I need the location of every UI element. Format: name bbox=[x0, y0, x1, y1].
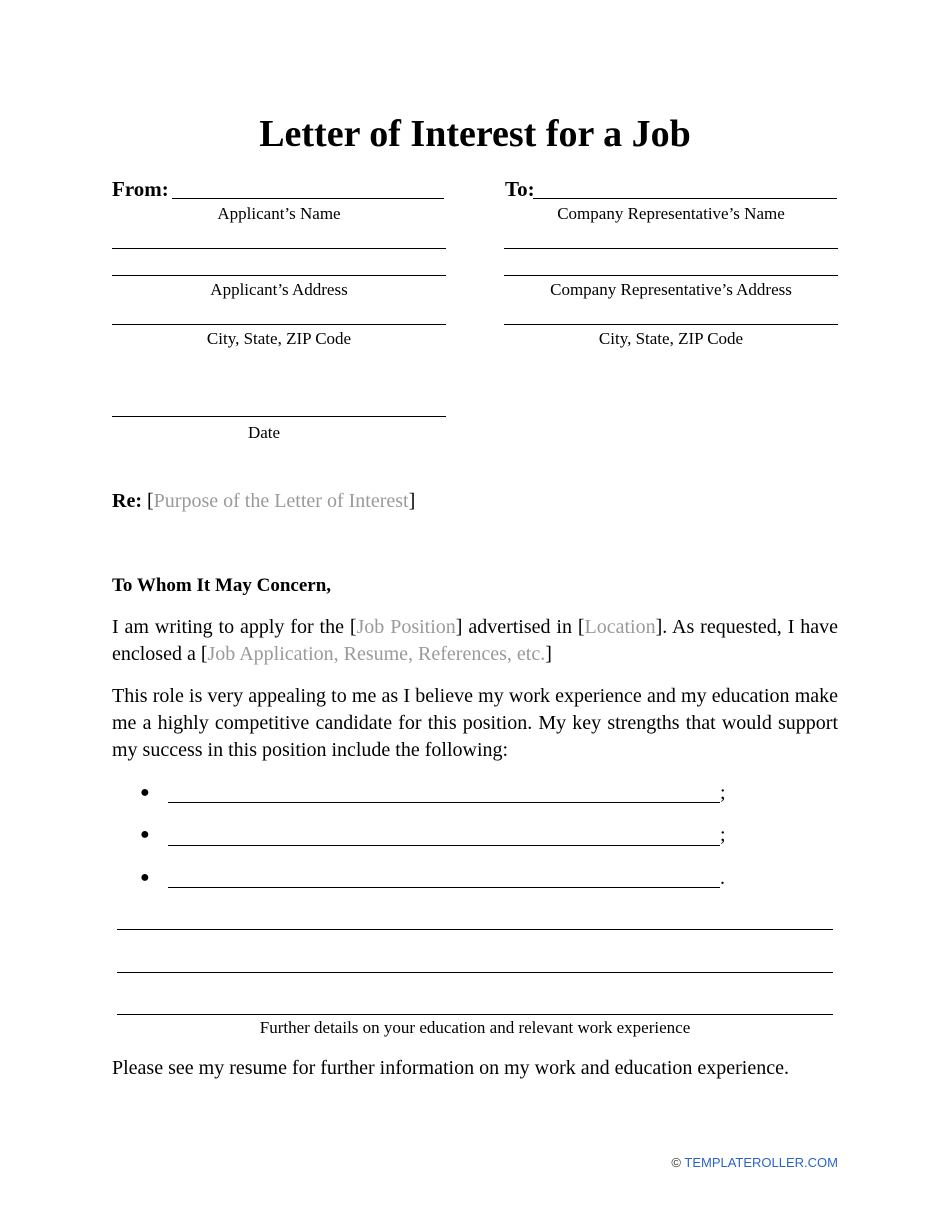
paragraph-strengths: This role is very appealing to me as I believe my work experience and my education make me a highly competitive candidate for this position. My key strengths that would support my success in this position include the following: bbox=[112, 685, 838, 761]
bullet-icon: ● bbox=[140, 869, 150, 886]
p1-text-2: ] advertised in [ bbox=[455, 616, 585, 638]
bullet-end-2: ; bbox=[720, 824, 726, 846]
bullet-end-1: ; bbox=[720, 782, 726, 804]
date-line[interactable] bbox=[112, 416, 446, 417]
applicant-address-caption: Applicant’s Address bbox=[210, 280, 348, 299]
representative-name-caption: Company Representative’s Name bbox=[557, 204, 785, 223]
date-caption: Date bbox=[247, 423, 281, 442]
re-purpose-placeholder[interactable]: Purpose of the Letter of Interest bbox=[153, 490, 409, 512]
to-label: To: bbox=[505, 177, 535, 201]
details-line-3[interactable] bbox=[117, 1014, 833, 1015]
strength-line-1[interactable] bbox=[168, 802, 720, 803]
job-position-placeholder[interactable]: Job Position bbox=[356, 616, 456, 638]
re-line bbox=[112, 488, 415, 514]
applicant-city-caption: City, State, ZIP Code bbox=[206, 329, 352, 348]
details-caption: Further details on your education and relevant work experience bbox=[259, 1018, 691, 1037]
applicant-city-line[interactable] bbox=[112, 324, 446, 325]
from-label: From: bbox=[112, 177, 169, 201]
bullet-end-3: . bbox=[720, 867, 725, 889]
details-line-1[interactable] bbox=[117, 929, 833, 930]
p1-text-3: ]. As requested, I have enclosed a [ bbox=[112, 616, 838, 665]
footer bbox=[671, 1155, 838, 1170]
p1-text-1: I am writing to apply for the [ bbox=[112, 616, 357, 638]
p1-text-4: ] bbox=[545, 643, 552, 665]
enclosures-placeholder[interactable]: Job Application, Resume, References, etc. bbox=[207, 643, 546, 665]
re-label: Re: bbox=[112, 490, 142, 512]
applicant-name-caption: Applicant’s Name bbox=[217, 204, 341, 223]
details-line-2[interactable] bbox=[117, 972, 833, 973]
applicant-name-line[interactable] bbox=[172, 198, 444, 199]
salutation: To Whom It May Concern, bbox=[112, 575, 332, 596]
location-placeholder[interactable]: Location bbox=[584, 616, 656, 638]
re-close-bracket: ] bbox=[408, 490, 416, 512]
representative-address-line-1[interactable] bbox=[504, 248, 838, 249]
letter-title: Letter of Interest for a Job bbox=[259, 113, 691, 155]
representative-city-caption: City, State, ZIP Code bbox=[598, 329, 744, 348]
paragraph-application bbox=[112, 614, 838, 668]
representative-address-line-2[interactable] bbox=[504, 275, 838, 276]
bullet-icon: ● bbox=[140, 784, 150, 801]
applicant-address-line-1[interactable] bbox=[112, 248, 446, 249]
strength-line-2[interactable] bbox=[168, 845, 720, 846]
applicant-address-line-2[interactable] bbox=[112, 275, 446, 276]
re-open-bracket: [ bbox=[146, 490, 154, 512]
representative-address-caption: Company Representative’s Address bbox=[550, 280, 792, 299]
bullet-icon: ● bbox=[140, 826, 150, 843]
strength-line-3[interactable] bbox=[168, 887, 720, 888]
representative-name-line[interactable] bbox=[533, 198, 837, 199]
templateroller-link[interactable]: TEMPLATEROLLER.COM bbox=[684, 1155, 838, 1170]
representative-city-line[interactable] bbox=[504, 324, 838, 325]
closing-sentence: Please see my resume for further information on my work and education experience. bbox=[112, 1057, 789, 1079]
copyright-icon: © bbox=[671, 1155, 681, 1170]
